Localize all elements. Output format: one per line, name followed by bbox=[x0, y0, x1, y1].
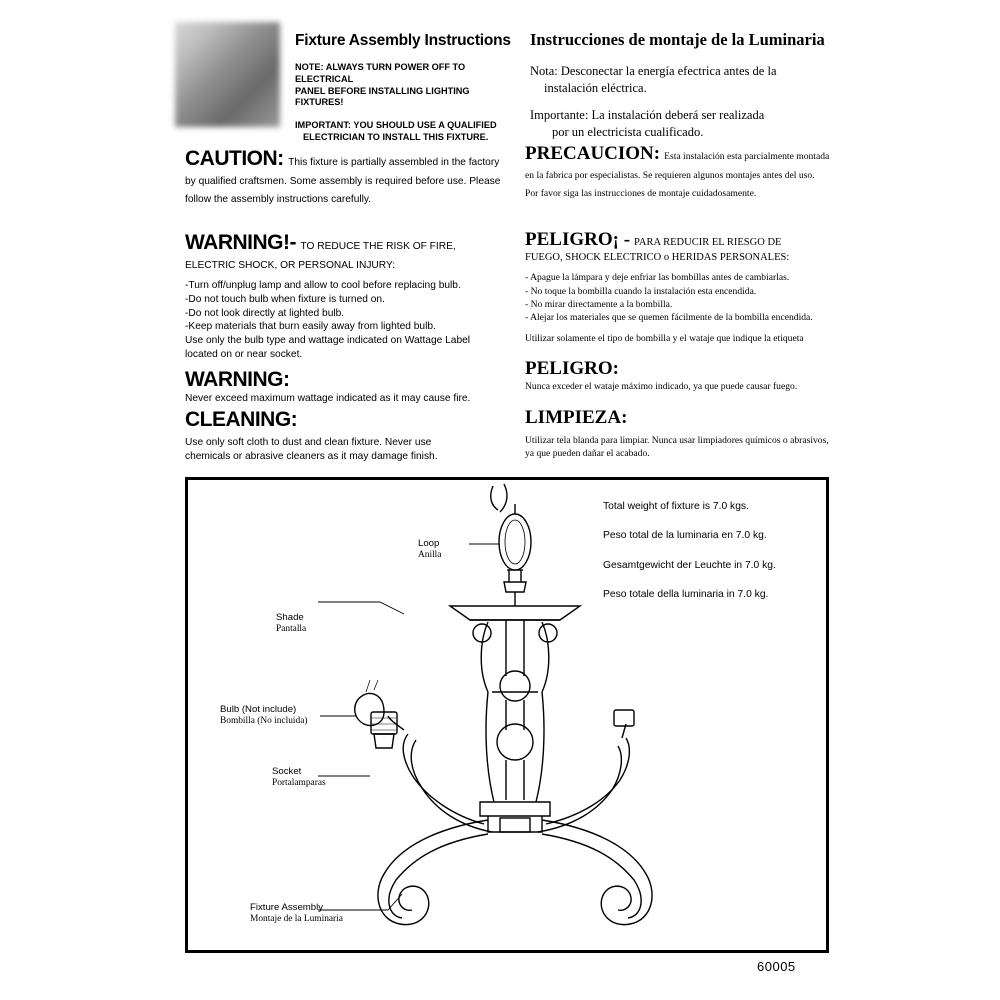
cleaning-section-english bbox=[185, 408, 475, 464]
important-english bbox=[295, 120, 515, 144]
note-spanish bbox=[530, 63, 830, 97]
fixture-diagram bbox=[185, 477, 829, 953]
note-english-line2: PANEL BEFORE INSTALLING LIGHTING bbox=[295, 85, 470, 96]
warning-bullet-spanish-1: - Apague la lámpara y deje enfriar las bombillas antes de cambiarlas. bbox=[525, 272, 790, 284]
part-number: 60005 bbox=[757, 959, 796, 974]
callout-fixture-assembly-en: Fixture Assembly bbox=[250, 902, 324, 913]
important-spanish-line1: Importante: La instalación deberá ser realizada bbox=[530, 107, 765, 122]
warning2-section-english bbox=[185, 368, 505, 406]
note-english bbox=[295, 62, 515, 109]
cleaning-heading-english: CLEANING: bbox=[185, 408, 298, 431]
header-english bbox=[295, 32, 515, 144]
caution-section-english bbox=[185, 147, 505, 207]
caution-text-english: This fixture is partially assembled in the factory by qualified craftsmen. Some assembly is required before use. Please follow the assembly instructions carefully. bbox=[185, 157, 501, 205]
callout-socket-en: Socket bbox=[272, 766, 302, 777]
warning-lead-spanish-line2: FUEGO, SHOCK ELECTRICO o HERIDAS PERSONALES: bbox=[525, 252, 790, 263]
callout-bulb-es: Bombilla (No incluida) bbox=[220, 715, 308, 726]
warning-heading-spanish: PELIGRO¡ - bbox=[525, 229, 631, 250]
callout-bulb bbox=[220, 704, 307, 727]
warning-section-spanish bbox=[525, 229, 830, 346]
cleaning-heading-spanish: LIMPIEZA: bbox=[525, 407, 628, 428]
warning-bullet-spanish-2: - No toque la bombilla cuando la instalación esta encendida. bbox=[525, 285, 757, 297]
callout-socket-es: Portalamparas bbox=[272, 777, 326, 788]
warning2-heading-english: WARNING: bbox=[185, 367, 290, 391]
cleaning-text-spanish: Utilizar tela blanda para limpiar. Nunca usar limpiadores químicos o abrasivos, ya que pueden dañar el acabado. bbox=[525, 435, 829, 460]
warning-tail-spanish: Utilizar solamente el tipo de bombilla y el wataje que indique la etiqueta bbox=[525, 333, 804, 345]
important-english-line1: IMPORTANT: YOU SHOULD USE A QUALIFIED bbox=[295, 120, 497, 131]
header-spanish bbox=[530, 30, 830, 141]
caution-text-spanish: Esta instalación esta parcialmente montada en la fabrica por especialistas. Se requieren algunos montajes antes del uso. Por favor siga las instrucciones de montaje cuidadosamente. bbox=[525, 151, 830, 199]
warning-bullet-2: -Do not touch bulb when fixture is turned on. bbox=[185, 293, 385, 305]
page-title-spanish: Instrucciones de montaje de la Luminaria bbox=[530, 30, 825, 49]
callout-loop-es: Anilla bbox=[418, 549, 442, 560]
callout-fixture-assembly-es: Montaje de la Luminaria bbox=[250, 913, 343, 924]
weight-specs bbox=[603, 502, 818, 619]
warning-section-english bbox=[185, 231, 505, 362]
callout-socket bbox=[272, 766, 326, 789]
header bbox=[175, 22, 825, 142]
warning-lead-english: TO REDUCE THE RISK OF FIRE, ELECTRIC SHOCK, OR PERSONAL INJURY: bbox=[185, 241, 456, 271]
warning-bullet-spanish-4: - Alejar los materiales que se quemen fácilmente de la bombilla encendida. bbox=[525, 312, 813, 324]
warning-tail-english: Use only the bulb type and wattage indicated on Wattage Label located on or near socket. bbox=[185, 335, 471, 360]
callout-loop bbox=[418, 538, 441, 561]
weight-it: Peso totale della luminaria in 7.0 kg. bbox=[603, 588, 769, 600]
caution-heading-spanish: PRECAUCION: bbox=[525, 143, 661, 164]
note-spanish-line1: Nota: Desconectar la energía efectrica antes de la bbox=[530, 64, 777, 78]
caution-heading-english: CAUTION: bbox=[185, 147, 284, 170]
warning-lead-spanish-line1: PARA REDUCIR EL RIESGO DE bbox=[634, 237, 782, 248]
warning-heading-english: WARNING!- bbox=[185, 231, 296, 254]
callout-loop-en: Loop bbox=[418, 538, 440, 549]
callout-shade-en: Shade bbox=[276, 612, 304, 623]
warning2-text-spanish: Nunca exceder el wataje máximo indicado, ya que puede causar fuego. bbox=[525, 380, 798, 392]
warning-bullet-1: -Turn off/unplug lamp and allow to cool before replacing bulb. bbox=[185, 280, 461, 291]
warning2-text-english: Never exceed maximum wattage indicated as it may cause fire. bbox=[185, 392, 471, 404]
important-spanish-line2: por un electricista cualificado. bbox=[552, 124, 704, 139]
weight-en: Total weight of fixture is 7.0 kgs. bbox=[603, 501, 749, 512]
warning2-section-spanish bbox=[525, 358, 830, 393]
note-english-line3: FIXTURES! bbox=[295, 97, 344, 108]
spanish-column bbox=[525, 143, 830, 411]
cleaning-text-english: Use only soft cloth to dust and clean fixture. Never use chemicals or abrasive cleaners as it may damage finish. bbox=[185, 437, 438, 462]
callout-shade bbox=[276, 612, 306, 635]
page-title-english: Fixture Assembly Instructions bbox=[295, 32, 511, 49]
warning-bullet-spanish-3: - No mirar directamente a la bombilla. bbox=[525, 298, 673, 310]
note-english-line1: NOTE: ALWAYS TURN POWER OFF TO ELECTRICAL bbox=[295, 62, 466, 84]
caution-section-spanish bbox=[525, 143, 830, 201]
important-spanish bbox=[530, 107, 830, 141]
english-column bbox=[185, 145, 505, 423]
note-spanish-line2: instalación eléctrica. bbox=[544, 80, 647, 95]
important-english-line2: ELECTRICIAN TO INSTALL THIS FIXTURE. bbox=[303, 131, 489, 142]
callout-bulb-en: Bulb (Not include) bbox=[220, 704, 297, 715]
warning-bullet-3: -Do not look directly at lighted bulb. bbox=[185, 307, 345, 319]
warning-bullet-4: -Keep materials that burn easily away from lighted bulb. bbox=[185, 321, 436, 333]
callout-shade-es: Pantalla bbox=[276, 623, 307, 634]
callout-fixture-assembly bbox=[250, 902, 343, 925]
warning2-heading-spanish: PELIGRO: bbox=[525, 357, 619, 379]
cleaning-section-spanish bbox=[525, 407, 830, 460]
weight-es: Peso total de la luminaria en 7.0 kg. bbox=[603, 530, 767, 542]
weight-de: Gesamtgewicht der Leuchte in 7.0 kg. bbox=[603, 559, 776, 571]
manufacturer-logo bbox=[175, 22, 280, 127]
